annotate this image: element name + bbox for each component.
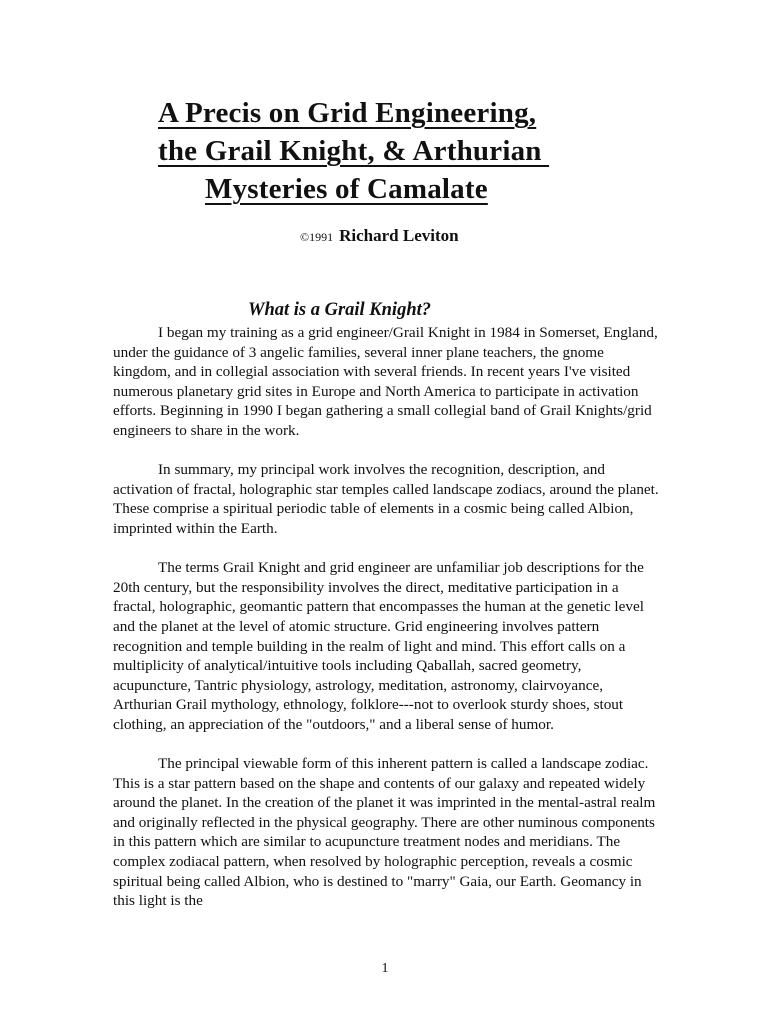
body-text — [113, 323, 661, 930]
author-name: Richard Leviton — [339, 226, 459, 245]
paragraph: In summary, my principal work involves the recognition, description, and activation of fractal, holographic star temples called landscape zodiacs, around the planet. These comprise a spiritual periodic table of elements in a cosmic being called Albion, imprinted within the Earth. — [113, 461, 659, 537]
title-line-1: A Precis on Grid Engineering, — [158, 97, 537, 129]
paragraph: I began my training as a grid engineer/Grail Knight in 1984 in Somerset, England, under the guidance of 3 angelic families, several inner plane teachers, the gnome kingdom, and in collegial association with several friends. In recent years I've visited numerous planetary grid sites in Europe and North America to participate in activation efforts. Beginning in 1990 I began gathering a small collegial band of Grail Knights/grid engineers to share in the work. — [113, 324, 658, 439]
paragraph: The principal viewable form of this inherent pattern is called a landscape zodiac. This is a star pattern based on the shape and contents of our galaxy and repeated widely around the planet. In the creation of the planet it was imprinted in the mental-astral realm and originally reflected in the physical geography. There are other numinous components in this pattern which are similar to acupuncture treatment nodes and meridians. The complex zodiacal pattern, when resolved by holographic perception, reveals a cosmic spiritual being called Albion, who is destined to "marry" Gaia, our Earth. Geomancy in this light is the — [113, 755, 656, 910]
page-number: 1 — [381, 961, 389, 976]
document-title — [0, 94, 770, 208]
title-line-2: the Grail Knight, & Arthurian — [158, 135, 550, 167]
section-heading: What is a Grail Knight? — [248, 300, 432, 320]
paragraph: The terms Grail Knight and grid engineer are unfamiliar job descriptions for the 20th century, but the responsibility involves the direct, meditative participation in a fractal, holographic, geomantic pattern that encompasses the human at the genetic level and the planet at the level of atomic structure. Grid engineering involves pattern recognition and temple building in the realm of light and mind. This effort calls on a multiplicity of analytical/intuitive tools including Qaballah, sacred geometry, acupuncture, Tantric physiology, astrology, meditation, astronomy, clairvoyance, Arthurian Grail mythology, ethnology, folklore---not to overlook sturdy shoes, stout clothing, an appreciation of the "outdoors," and a liberal sense of humor. — [113, 559, 644, 733]
copyright-notice: ©1991 — [300, 230, 334, 244]
title-line-3: Mysteries of Camalate — [205, 173, 488, 205]
byline — [0, 226, 770, 246]
